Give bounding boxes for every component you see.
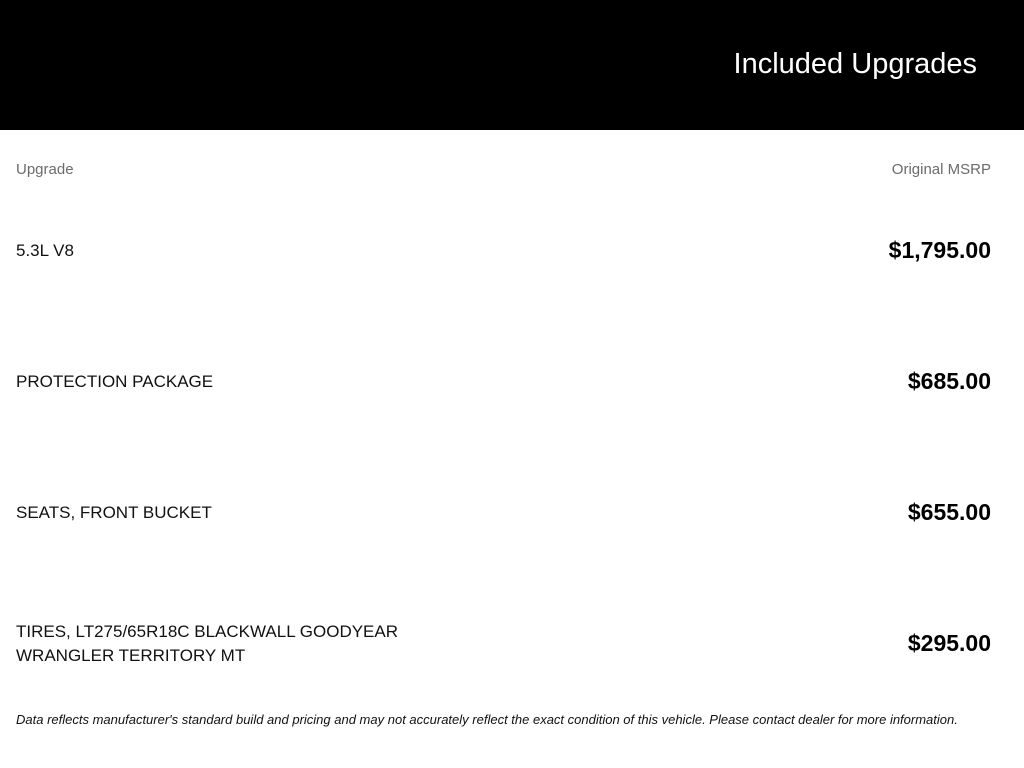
table-row [16, 447, 991, 578]
upgrade-price: $295.00 [907, 630, 991, 656]
disclaimer-text: Data reflects manufacturer's standard build and pricing and may not accurately reflect the exact condition of this vehicle. Please contact dealer for more information. [16, 712, 958, 727]
upgrade-price: $1,795.00 [888, 237, 991, 263]
upgrade-name: SEATS, FRONT BUCKET [16, 502, 212, 522]
upgrade-name: PROTECTION PACKAGE [16, 371, 214, 391]
table-row [16, 316, 991, 447]
upgrade-name: 5.3L V8 [16, 240, 74, 260]
upgrade-name: TIRES, LT275/65R18C BLACKWALL GOODYEAR WRANGLER TERRITORY MT [16, 622, 399, 665]
column-header-upgrade: Upgrade [16, 161, 74, 178]
table-row [16, 578, 991, 709]
table-row [16, 185, 991, 316]
upgrades-section [0, 130, 1024, 728]
upgrade-price: $655.00 [907, 499, 991, 525]
upgrade-price: $685.00 [907, 368, 991, 394]
page-header [0, 0, 1024, 130]
table-header-row [16, 130, 991, 178]
column-header-msrp: Original MSRP [891, 161, 991, 178]
table-rows [16, 185, 991, 709]
page-title: Included Upgrades [733, 48, 977, 81]
